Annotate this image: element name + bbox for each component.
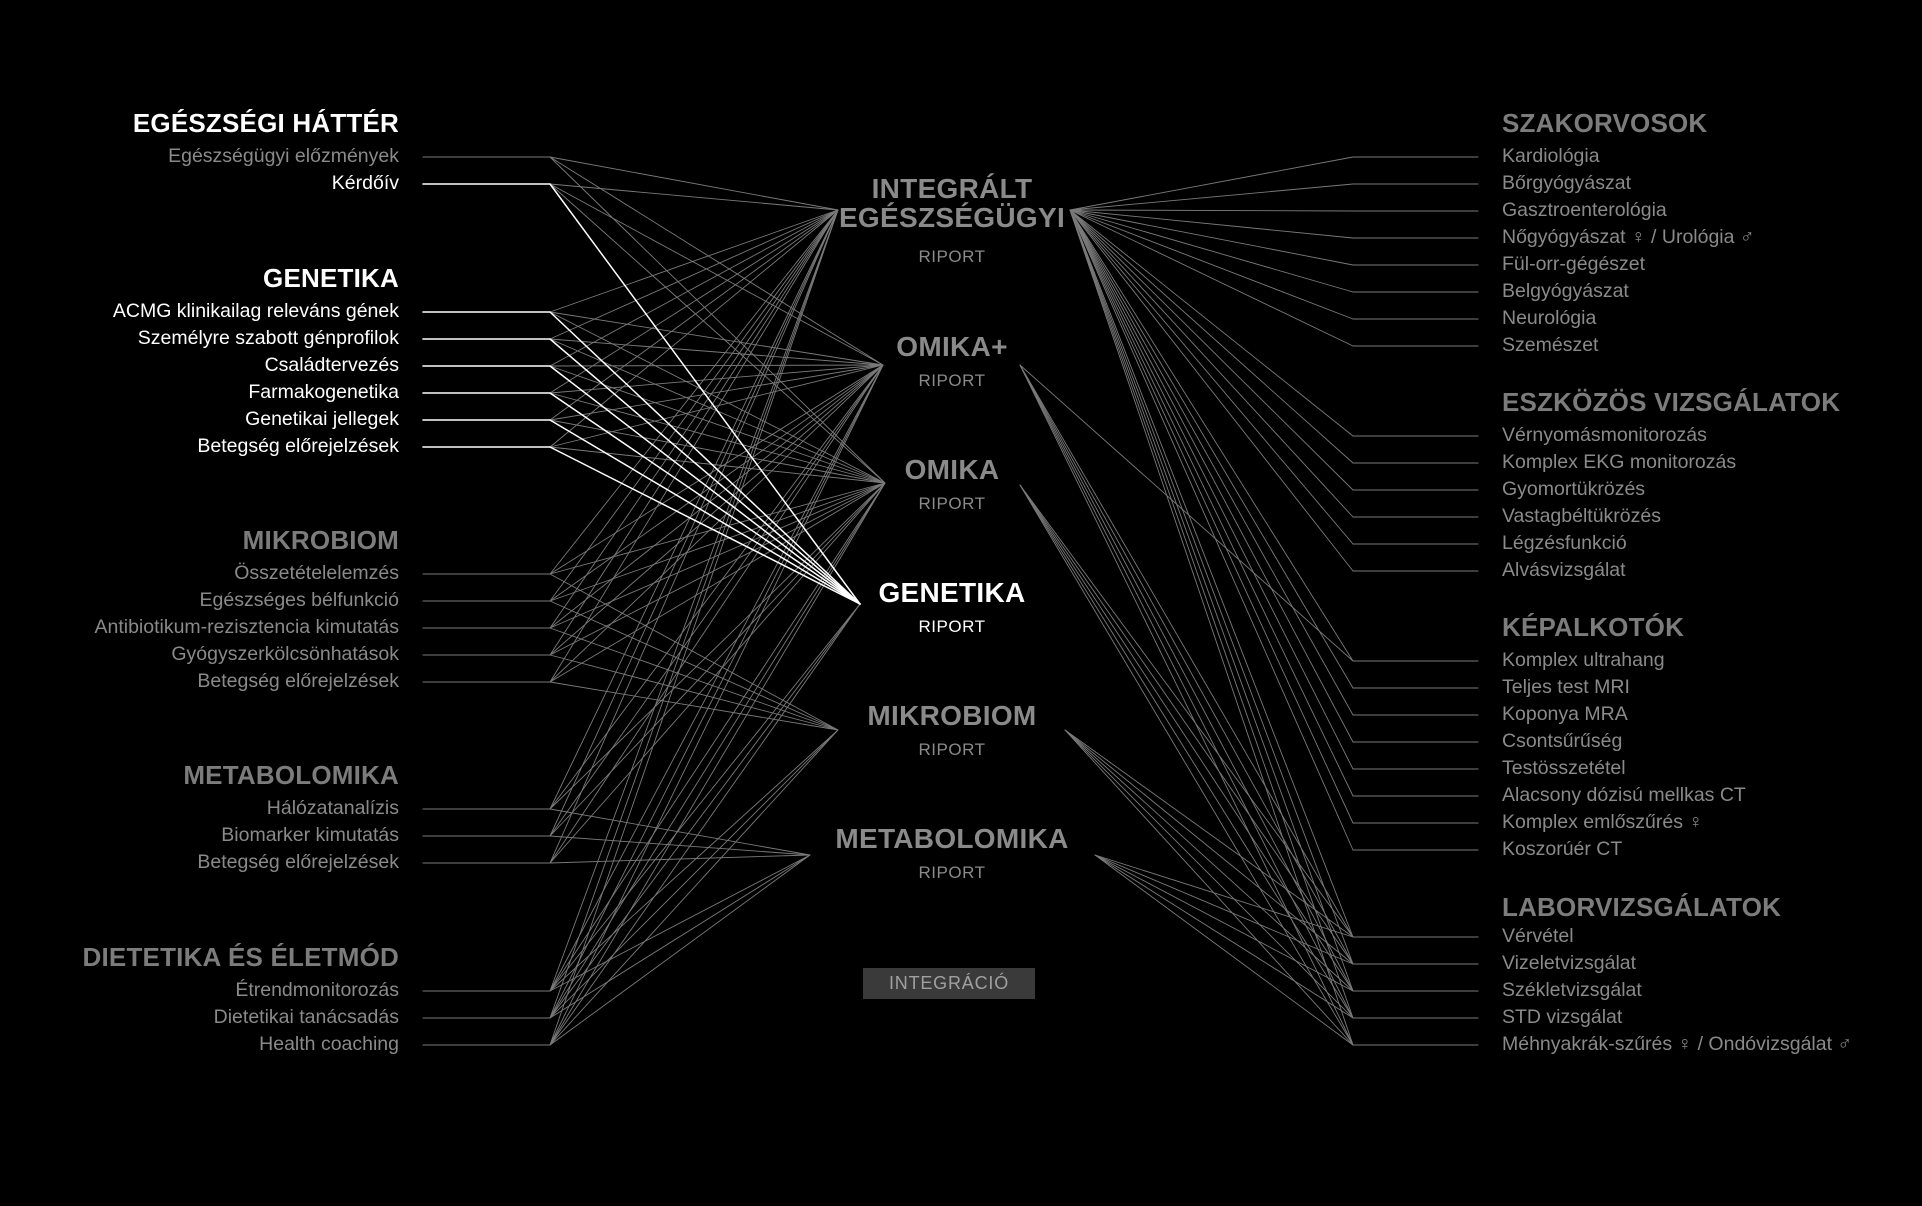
link-hub-to-right [1070,210,1353,211]
right-item-borgyogyaszat: Bőrgyógyászat [1502,172,1631,194]
link-left-to-hub [550,210,838,655]
right-item-komplex-ultrahang: Komplex ultrahang [1502,649,1665,671]
left-item-egeszsegugyi-elozmenyek: Egészségügyi előzmények [168,145,399,167]
right-item-legzesfunkcio: Légzésfunkció [1502,532,1627,554]
right-item-gyomortukrozes: Gyomortükrözés [1502,478,1646,500]
link-left-to-hub [550,210,838,1018]
link-left-to-hub [550,365,883,863]
left-item-csaladtervezes: Családtervezés [264,354,399,376]
left-item-halozatanalizis: Hálózatanalízis [266,797,399,819]
link-hub-to-right [1070,210,1353,490]
left-item-etrendmonitorozas: Étrendmonitorozás [235,979,399,1001]
section-heading-laborvizsgalatok: LABORVIZSGÁLATOK [1502,892,1782,922]
integracio-badge: INTEGRÁCIÓ [863,968,1035,999]
right-item-alacsony-dozisu-mellkas-ct: Alacsony dózisú mellkas CT [1502,784,1746,806]
report-title-metabolomika: METABOLOMIKA [835,823,1069,854]
left-item-farmakogenetika: Farmakogenetika [248,381,399,403]
link-left-to-hub [550,682,838,730]
right-item-alvasvizsgalat: Alvásvizsgálat [1502,559,1626,581]
link-left-to-hub [550,365,883,366]
link-left-to-hub [550,836,810,855]
report-title-mikrobiom: MIKROBIOM [867,700,1037,731]
link-hub-to-right [1070,184,1353,210]
link-left-to-hub [550,604,860,1018]
left-item-kerdoiv: Kérdőív [331,172,399,194]
report-subtitle-genetika: RIPORT [918,617,986,636]
right-item-koponya-mra: Koponya MRA [1502,703,1628,725]
link-left-to-hub [550,628,838,730]
link-hub-to-right [1070,210,1353,544]
right-item-szekletvizsgalat: Székletvizsgálat [1502,979,1642,1001]
link-hub-to-right [1070,210,1353,1018]
link-hub-to-right [1070,210,1353,937]
link-hub-to-right [1095,855,1353,937]
link-left-to-genetika-active [550,184,860,604]
report-title-omika: OMIKA [904,454,1000,485]
report-subtitle-omika: RIPORT [918,494,986,513]
report-subtitle-integralt-egeszsegugyi: RIPORT [918,247,986,266]
right-item-szemeszet: Szemészet [1502,334,1599,356]
link-left-to-hub [550,855,810,991]
left-item-betegseg-elorejelzesek: Betegség előrejelzések [197,670,399,692]
right-item-komplex-ekg-monitorozas: Komplex EKG monitorozás [1502,451,1737,473]
report-subtitle-omika: RIPORT [918,371,986,390]
link-left-to-hub [550,365,883,393]
link-hub-to-right [1070,210,1353,238]
link-left-to-hub [550,483,885,1018]
link-left-to-hub [550,604,860,991]
link-hub-to-right [1065,730,1353,1045]
section-heading-genetika: GENETIKA [263,263,399,293]
right-item-komplex-emloszures: Komplex emlőszűrés ♀ [1502,811,1704,833]
right-item-vernyomasmonitorozas: Vérnyomásmonitorozás [1502,424,1707,446]
left-item-antibiotikum-rezisztencia-kimutatas: Antibiotikum-rezisztencia kimutatás [94,616,399,638]
right-item-koszoruer-ct: Koszorúér CT [1502,838,1623,860]
section-heading-szakorvosok: SZAKORVOSOK [1502,108,1708,138]
left-item-biomarker-kimutatas: Biomarker kimutatás [221,824,399,846]
link-hub-to-right [1070,210,1353,991]
link-hub-to-right [1020,365,1353,661]
left-item-betegseg-elorejelzesek: Betegség előrejelzések [197,851,399,873]
section-heading-dietetika-es-eletmod: DIETETIKA ÉS ÉLETMÓD [82,942,399,972]
link-left-to-genetika-active [550,420,860,604]
section-heading-kepalkotok: KÉPALKOTÓK [1502,612,1685,642]
right-item-teljes-test-mri: Teljes test MRI [1502,676,1630,698]
link-left-to-hub [550,365,883,420]
link-left-to-hub [550,210,838,366]
right-item-vizeletvizsgalat: Vizeletvizsgálat [1502,952,1637,974]
link-hub-to-right [1070,210,1353,850]
report-subtitle-mikrobiom: RIPORT [918,740,986,759]
link-hub-to-right [1070,210,1353,715]
report-subtitle-metabolomika: RIPORT [918,863,986,882]
link-hub-to-right [1070,210,1353,796]
link-left-to-hub [550,210,838,836]
left-item-osszetetelelemzes: Összetételelemzés [234,562,399,584]
link-hub-to-right [1070,210,1353,517]
link-left-to-hub [550,730,838,991]
link-left-to-hub [550,574,838,730]
link-hub-to-right [1020,485,1353,1045]
link-hub-to-right [1065,730,1353,1018]
link-left-to-hub [550,210,838,339]
link-hub-to-right [1020,485,1353,1018]
right-item-nogyogyaszat-urologia: Nőgyógyászat ♀ / Urológia ♂ [1502,226,1755,248]
link-hub-to-right [1065,730,1353,937]
link-left-to-hub [550,855,810,863]
link-hub-to-right [1065,730,1353,964]
link-left-to-hub [550,365,883,682]
left-item-acmg-klinikailag-relevans-genek: ACMG klinikailag releváns gének [112,300,399,322]
link-hub-to-right [1095,855,1353,991]
link-hub-to-right [1070,210,1353,265]
left-item-health-coaching: Health coaching [259,1033,399,1055]
right-item-csontsuruseg: Csontsűrűség [1502,730,1623,752]
link-hub-to-right [1070,157,1353,210]
right-item-ful-orr-gegeszet: Fül-orr-gégészet [1502,253,1646,275]
right-item-belgyogyaszat: Belgyógyászat [1502,280,1629,302]
left-item-dietetikai-tanacsadas: Dietetikai tanácsadás [213,1006,399,1028]
right-item-vervetel: Vérvétel [1502,925,1574,947]
link-hub-to-right [1070,210,1353,769]
link-left-to-hub [550,184,838,210]
link-hub-to-right [1095,855,1353,1018]
right-item-std-vizsgalat: STD vizsgálat [1502,1006,1623,1028]
left-item-gyogyszerkolcsonhatasok: Gyógyszerkölcsönhatások [171,643,399,665]
left-item-betegseg-elorejelzesek: Betegség előrejelzések [197,435,399,457]
link-hub-to-right [1070,210,1353,292]
section-heading-mikrobiom: MIKROBIOM [242,525,399,555]
left-item-egeszseges-belfunkcio: Egészséges bélfunkció [199,589,399,611]
section-heading-metabolomika: METABOLOMIKA [183,760,399,790]
right-item-mehnyakrak-szures-ondovizsgalat: Méhnyakrák-szűrés ♀ / Ondóvizsgálat ♂ [1502,1033,1853,1055]
report-title-omika: OMIKA+ [896,331,1008,362]
link-hub-to-right [1070,210,1353,688]
link-left-to-hub [550,809,810,855]
right-item-vastagbeltukrozes: Vastagbéltükrözés [1502,505,1661,527]
left-item-genetikai-jellegek: Genetikai jellegek [245,408,399,430]
right-item-kardiologia: Kardiológia [1502,145,1600,167]
link-left-to-hub [550,855,810,1018]
right-item-gasztroenterologia: Gasztroenterológia [1502,199,1667,221]
report-title-integralt-egeszsegugyi: INTEGRÁLT EGÉSZSÉGÜGYI [838,173,1066,233]
right-item-neurologia: Neurológia [1502,307,1597,329]
section-heading-egeszsegi-hatter: EGÉSZSÉGI HÁTTÉR [132,108,399,138]
section-heading-eszkozos-vizsgalatok: ESZKÖZÖS VIZSGÁLATOK [1502,387,1841,417]
link-left-to-hub [550,730,838,1045]
left-item-szemelyre-szabott-genprofilok: Személyre szabott génprofilok [137,327,399,349]
report-title-genetika: GENETIKA [878,577,1026,608]
link-hub-to-right [1070,210,1353,1045]
link-hub-to-right [1070,210,1353,742]
right-item-testosszetetel: Testösszetétel [1502,757,1626,779]
link-left-to-hub [550,855,810,1045]
link-left-to-hub [550,483,885,1045]
link-left-to-genetika-active [550,393,860,604]
